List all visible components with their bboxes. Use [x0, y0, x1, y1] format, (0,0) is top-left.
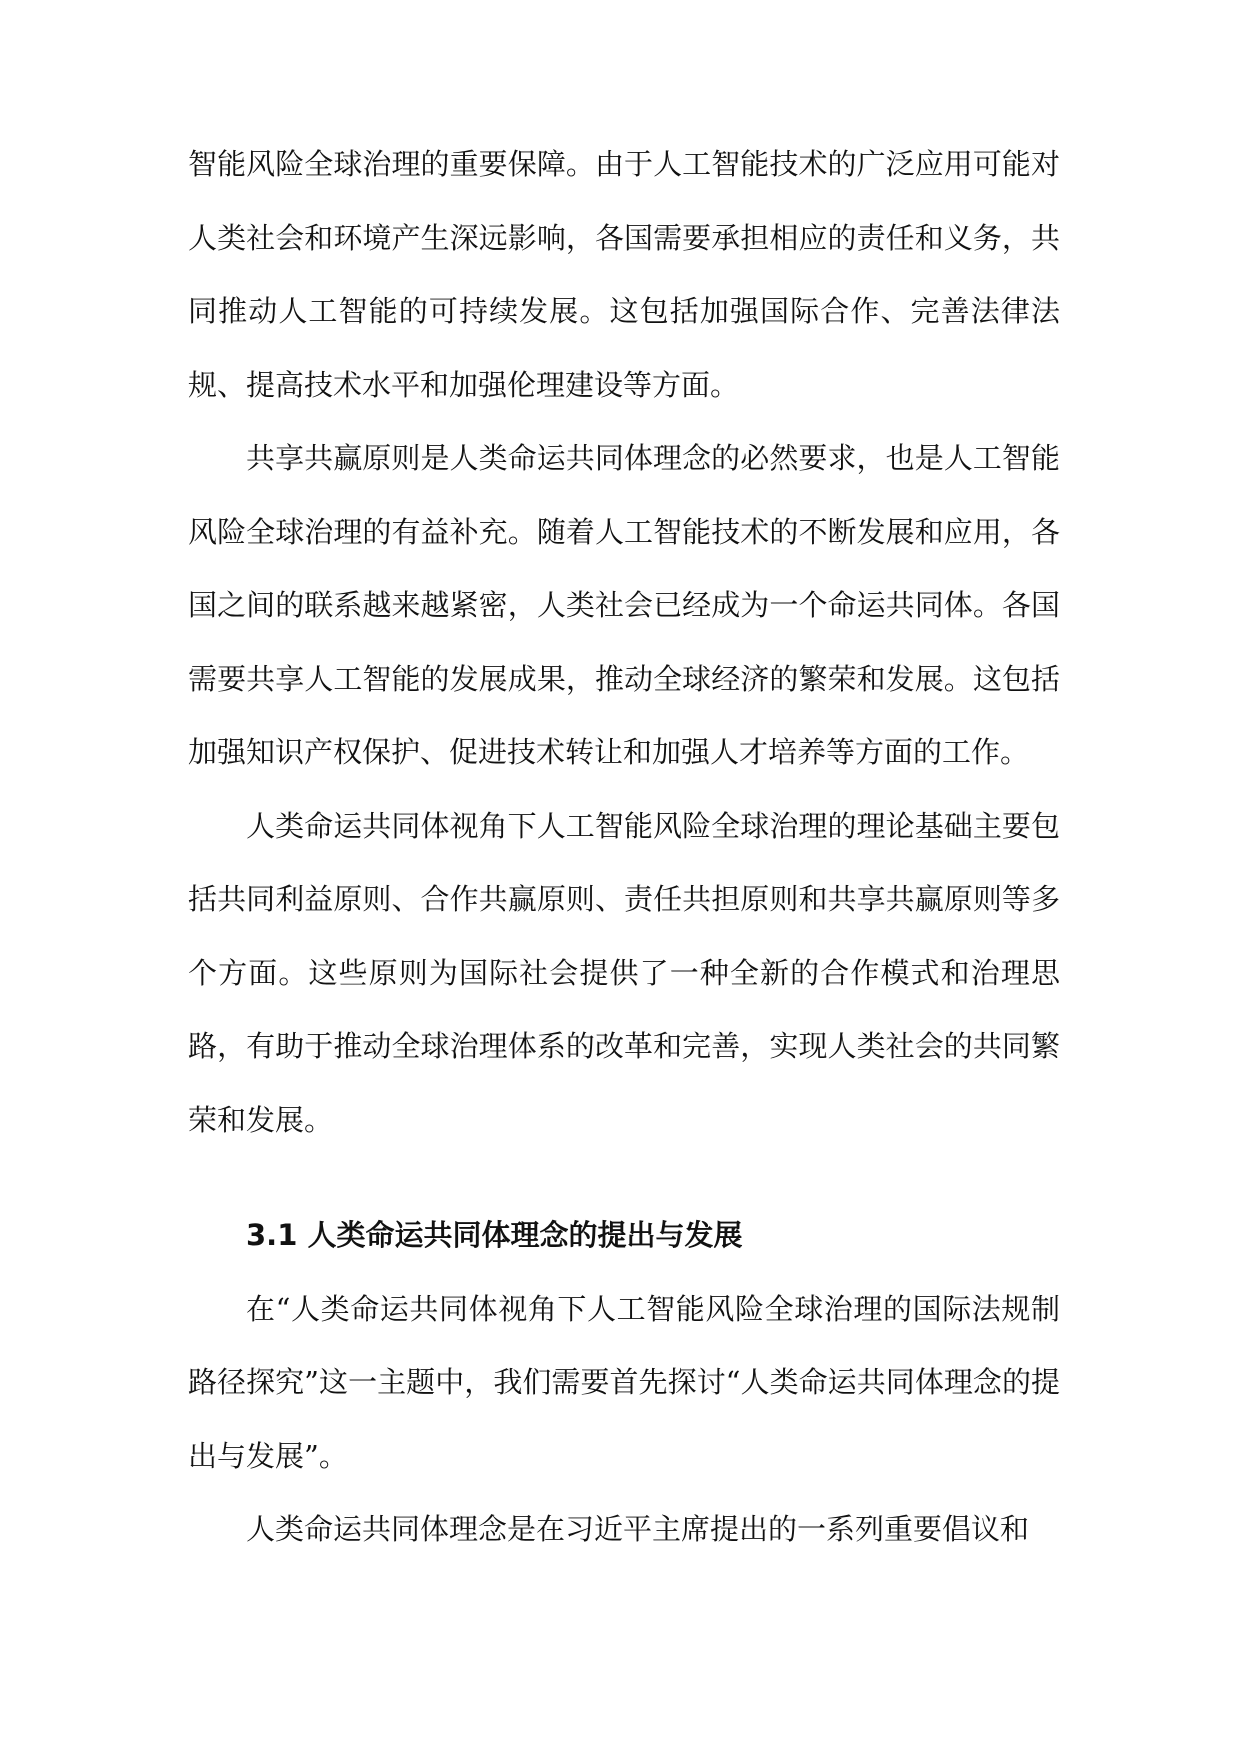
document-body	[188, 128, 1060, 1567]
paragraph-continuation: 智能风险全球治理的重要保障。由于人工智能技术的广泛应用可能对人类社会和环境产生深远影响，各国需要承担相应的责任和义务，共同推动人工智能的可持续发展。这包括加强国际合作、完善法律法规、提高技术水平和加强伦理建设等方面。	[188, 147, 1060, 402]
paragraph-section-intro: 在“人类命运共同体视角下人工智能风险全球治理的国际法规制路径探究”这一主题中，我们需要首先探讨“人类命运共同体理念的提出与发展”。	[188, 1291, 1060, 1473]
section-heading: 3.1 人类命运共同体理念的提出与发展	[246, 1218, 743, 1252]
paragraph-shared-win-principle: 共享共赢原则是人类命运共同体理念的必然要求，也是人工智能风险全球治理的有益补充。随着人工智能技术的不断发展和应用，各国之间的联系越来越紧密，人类社会已经成为一个命运共同体。各国需要共享人工智能的发展成果，推动全球经济的繁荣和发展。这包括加强知识产权保护、促进技术转让和加强人才培养等方面的工作。	[188, 441, 1060, 769]
section-spacer	[188, 1157, 1060, 1199]
paragraph-section-body: 人类命运共同体理念是在习近平主席提出的一系列重要倡议和	[246, 1512, 1030, 1546]
paragraph-theory-summary: 人类命运共同体视角下人工智能风险全球治理的理论基础主要包括共同利益原则、合作共赢原则、责任共担原则和共享共赢原则等多个方面。这些原则为国际社会提供了一种全新的合作模式和治理思路，有助于推动全球治理体系的改革和完善，实现人类社会的共同繁荣和发展。	[188, 808, 1060, 1137]
